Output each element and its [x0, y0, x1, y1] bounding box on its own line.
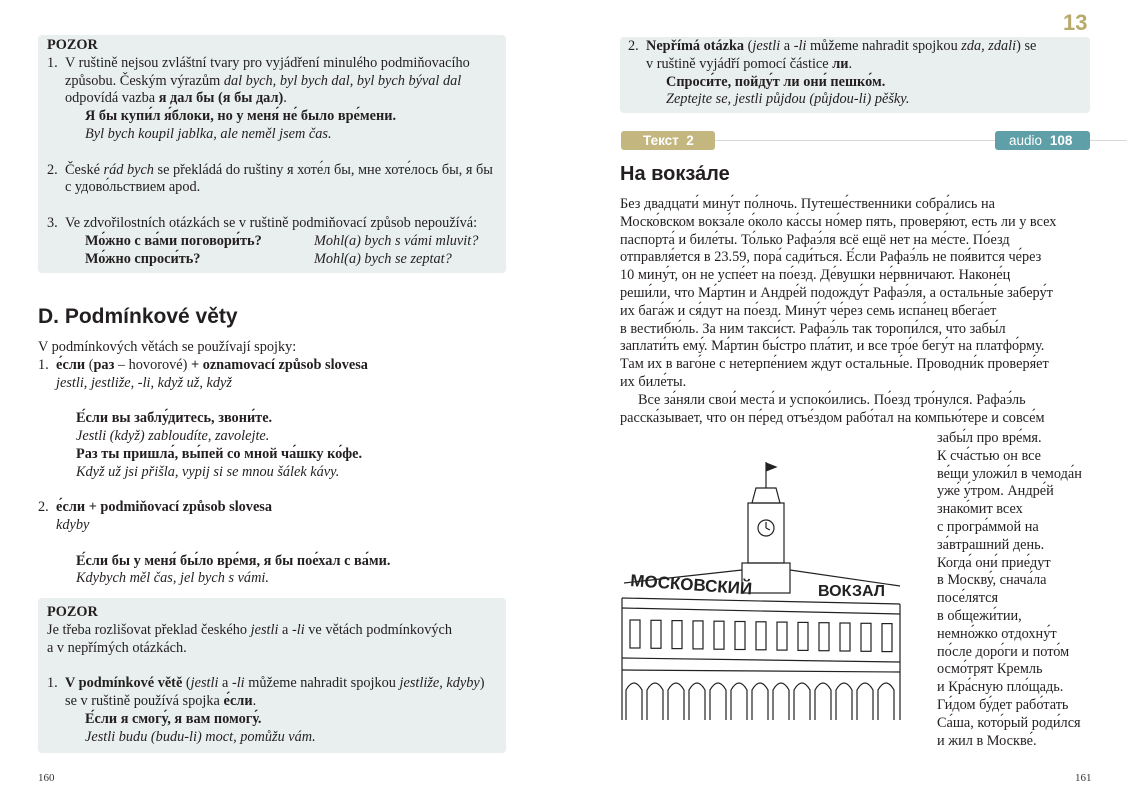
text-segment: ве́щи уложи́л в чемода́н — [937, 465, 1082, 482]
text-segment: jestli — [190, 675, 219, 692]
text-line — [38, 339, 390, 357]
arch-mark — [878, 683, 894, 720]
text-segment: V podmínkové větě — [65, 675, 183, 692]
text-line — [38, 446, 390, 464]
text-line — [937, 697, 1082, 715]
story-text — [620, 196, 1056, 427]
text-segment: dal bych, byl bych dal, byl bych býval dal — [223, 72, 462, 89]
arch-mark — [626, 683, 642, 720]
text-segment: kdyby — [446, 675, 480, 692]
text-segment: můžeme nahradit spojkou — [244, 675, 400, 692]
text-line — [937, 572, 1082, 590]
text-segment: jestli, jestliže, -li, když už, když — [56, 374, 232, 391]
window-mark — [840, 623, 850, 651]
text-segment: Byl bych koupil jablka, ale neměl jsem čas. — [85, 125, 332, 142]
arch-mark — [836, 683, 852, 720]
text-segment: odpovídá vazba — [65, 90, 159, 107]
text-segment: и Кра́сную пло́щадь. — [937, 679, 1064, 696]
example-cz: Mohl(a) bych se zeptat? — [314, 250, 452, 267]
text-line — [628, 38, 1036, 56]
blank-line — [47, 657, 485, 675]
text-line — [620, 374, 1056, 392]
arch-mark — [773, 683, 789, 720]
text-line — [937, 661, 1082, 679]
window-mark — [735, 622, 745, 650]
example-cz: Mohl(a) bych s vámi mluvit? — [314, 232, 479, 249]
station-illustration — [618, 458, 903, 728]
example-ru: Мо́жно спроси́ть? — [85, 250, 201, 267]
text-segment: расска́зывает, что он пе́ред отъе́здом рабо́тал на компью́тере и совсе́м — [620, 409, 1045, 426]
text-segment: и жил в Москве́. — [937, 732, 1037, 749]
text-segment: způsobu. Českým výrazům — [65, 72, 224, 89]
text-line — [937, 448, 1082, 466]
text-segment: в вестибю́ль. За ним такси́ст. Рафаэ́ль так торопи́лся, что забы́л — [620, 320, 1006, 337]
arch-mark — [710, 683, 726, 720]
text-segment: . — [283, 90, 287, 107]
text-line — [937, 644, 1082, 662]
text-segment: в общежи́тии, — [937, 607, 1022, 624]
pozor-box-2 — [38, 598, 506, 753]
example-ru: Мо́жно с ва́ми поговори́ть? — [85, 232, 262, 249]
text-segment: Jestli budu (budu-li) moct, pomůžu vám. — [85, 728, 316, 745]
text-segment: отправля́ется в 23.59, пора́ сади́ться. Е́сли Рафаэ́ль не поя́вится че́рез — [620, 249, 1042, 266]
text-segment: ( — [182, 675, 191, 692]
text-segment: Са́ша, кото́рый роди́лся — [937, 714, 1081, 731]
section-heading: D. Podmínkové věty — [38, 305, 238, 328]
window-mark — [756, 622, 766, 650]
pozor-box-3 — [620, 37, 1090, 113]
text-line — [47, 640, 485, 658]
text-line — [937, 519, 1082, 537]
text-segment: -li — [231, 675, 245, 692]
text-line — [620, 285, 1056, 303]
arch-mark — [731, 683, 747, 720]
text-line — [47, 108, 493, 126]
text-line — [937, 590, 1082, 608]
window-mark — [861, 623, 871, 651]
text-segment: К сча́стью он все — [937, 447, 1041, 464]
text-line — [937, 733, 1082, 751]
text-segment: V podmínkových větách se používají spojky: — [38, 339, 297, 355]
text-segment: Jestli (když) zabloudíte, zavolejte. — [76, 427, 270, 444]
text-segment: Kdybych měl čas, jel bych s vámi. — [76, 570, 269, 587]
text-segment: осмо́трят Кремль — [937, 661, 1043, 678]
sign-left: МОСКОВСКИЙ — [629, 571, 753, 599]
text-segment: . — [252, 692, 257, 709]
text-segment: Моско́вском вокза́ле о́коло ка́ссы но́мер пять, проверя́ют, есть ли у всех — [620, 213, 1057, 230]
text-segment: v ruštině vyjádří pomocí částice — [646, 55, 833, 72]
page-number-right: 161 — [1075, 772, 1092, 784]
text-line — [937, 555, 1082, 573]
text-line — [38, 357, 390, 375]
text-segment: е́сли — [223, 692, 253, 709]
blank-line — [47, 197, 493, 215]
text-segment: ) — [479, 675, 485, 692]
window-mark — [651, 620, 661, 648]
sign-right: ВОКЗАЛ — [818, 583, 885, 600]
section-d-text — [38, 339, 390, 588]
text-line — [38, 410, 390, 428]
chapter-number: 13 — [1063, 10, 1088, 35]
text-line — [628, 91, 1036, 109]
text-segment: посе́лятся — [937, 590, 999, 607]
text-line — [937, 483, 1082, 501]
text-segment: a — [218, 675, 232, 692]
window-mark — [672, 621, 682, 649]
text-line — [47, 162, 493, 180]
text-segment: a v nepřímých otázkách. — [47, 639, 187, 656]
pozor-box-1 — [38, 35, 506, 273]
text-segment: Я бы купи́л я́блоки, но у меня́ не́ было вре́мени. — [85, 108, 397, 125]
text-segment: jestli — [250, 621, 279, 638]
text-line — [38, 375, 390, 393]
text-line — [620, 303, 1056, 321]
text-segment: за́втрашний день. — [937, 536, 1045, 553]
audio-label: audio — [1009, 133, 1043, 148]
arch-mark — [794, 683, 810, 720]
text-line — [47, 126, 493, 144]
text-line — [47, 675, 485, 693]
text-segment: немно́жко отдохну́т — [937, 625, 1057, 642]
text-segment: se v ruštině používá spojka — [65, 692, 224, 709]
text-line — [620, 196, 1056, 214]
text-heading: На вокза́ле — [620, 163, 730, 185]
text-line — [47, 622, 485, 640]
audio-tag[interactable] — [995, 131, 1090, 150]
text-segment: уже́ у́тром. Андре́й — [937, 483, 1054, 500]
window-mark — [819, 623, 829, 651]
text-segment: Е́сли вы заблу́дитесь, звони́те. — [76, 410, 273, 427]
arch-mark — [647, 683, 663, 720]
arch-mark — [752, 683, 768, 720]
text-line — [937, 430, 1082, 448]
text-segment: Раз ты пришла́, вы́пей со мной ча́шку ко́фе. — [76, 445, 363, 462]
text-line — [937, 501, 1082, 519]
text-line — [937, 626, 1082, 644]
window-mark — [777, 622, 787, 650]
text-segment: Zeptejte se, jestli půjdou (půjdou-li) pěšky. — [666, 91, 910, 108]
text-line — [38, 570, 390, 588]
text-segment: -li — [793, 38, 807, 54]
text-segment: е́сли — [56, 356, 86, 373]
text-line — [47, 179, 493, 197]
text-segment: раз — [93, 356, 115, 373]
text-segment: паспорта́ и биле́ты. То́лько Рафаэ́ля всё ещё нет на ме́сте. По́езд — [620, 231, 1010, 248]
text-segment: ( — [744, 38, 753, 54]
text-segment: я дал бы (я бы дал) — [158, 90, 284, 107]
text-segment: kdyby — [56, 516, 90, 533]
text-line — [38, 428, 390, 446]
blank-line — [47, 144, 493, 162]
text-line — [620, 267, 1056, 285]
text-line — [38, 464, 390, 482]
window-mark — [630, 620, 640, 648]
text-segment: zda, zdali — [961, 38, 1017, 54]
text-line — [620, 338, 1056, 356]
blank-line — [38, 392, 390, 410]
text-segment: jestliže — [399, 675, 440, 692]
text-segment: Там их в ваго́не с нетерпе́нием ждут остальны́е. Проводни́к проверя́ет — [620, 356, 1049, 373]
text-segment: . — [848, 55, 853, 72]
text-segment: их биле́ты. — [620, 373, 687, 390]
text-line — [47, 90, 493, 108]
pozor-title: POZOR — [47, 37, 98, 53]
text-tag-label: Текст 2 — [643, 133, 694, 148]
text-segment: Спроси́те, пойду́т ли они́ пешко́м. — [666, 73, 886, 90]
arch-mark — [857, 683, 873, 720]
pozor-1-text — [47, 55, 493, 233]
text-segment: se překládá do ruštiny я хоте́л бы, мне хоте́лось бы, я бы — [153, 161, 493, 178]
text-segment: + oznamovací způsob slovesa — [190, 356, 368, 373]
text-segment: ( — [85, 356, 94, 373]
text-line — [620, 214, 1056, 232]
text-line — [620, 410, 1056, 428]
text-segment: их бага́ж и ся́дут на по́езд. Мину́т че́рез семь испа́нец вбега́ет — [620, 302, 997, 319]
text-line — [47, 73, 493, 91]
list-number: 2. — [47, 161, 58, 178]
arch-mark — [689, 683, 705, 720]
arch-mark — [815, 683, 831, 720]
text-segment: в Москву́, снача́ла — [937, 572, 1047, 589]
text-segment: jestli — [752, 38, 781, 54]
text-line — [47, 215, 493, 233]
text-segment: Ги́дом бу́дет рабо́тать — [937, 696, 1069, 713]
text-line — [47, 729, 485, 747]
arch-mark — [668, 683, 684, 720]
text-line — [937, 679, 1082, 697]
list-number: 2. — [38, 499, 49, 516]
text-line — [38, 553, 390, 571]
text-segment: ve větách podmínkových — [304, 621, 452, 638]
text-line — [628, 74, 1036, 92]
text-line — [937, 466, 1082, 484]
list-number: 2. — [628, 38, 639, 54]
text-line — [620, 392, 1056, 410]
text-segment: с програ́ммой на — [937, 518, 1039, 535]
text-segment: a — [780, 38, 794, 54]
story-column-text — [937, 430, 1082, 750]
example-row — [47, 233, 493, 251]
text-line — [628, 56, 1036, 74]
text-segment: ли — [832, 55, 849, 72]
window-mark — [882, 624, 892, 652]
text-segment: – hovorové) — [114, 356, 191, 373]
list-number: 3. — [47, 214, 58, 231]
text-segment: Все за́няли свои́ места́ и успоко́ились. По́езд тро́нулся. Рафаэ́ль — [638, 391, 1026, 408]
text-segment: заплати́ть ему́. Ма́ртин бы́стро пла́тит, и все тро́е бегу́т на платфо́рму. — [620, 338, 1045, 355]
text-line — [620, 249, 1056, 267]
text-segment: rád bych — [103, 161, 154, 178]
text-line — [937, 608, 1082, 626]
text-segment: V ruštině nejsou zvláštní tvary pro vyjádření minulého podmiňovacího — [65, 54, 470, 71]
text-line — [38, 499, 390, 517]
text-segment: по́сле доро́ги и пото́м — [937, 643, 1070, 660]
text-segment: a — [278, 621, 292, 638]
page-number-left: 160 — [38, 772, 55, 784]
list-number: 1. — [47, 54, 58, 71]
text-line — [620, 232, 1056, 250]
text-segment: знако́мит всех — [937, 501, 1023, 518]
blank-line — [38, 535, 390, 553]
text-segment: с удово́льствием apod. — [65, 179, 201, 196]
list-number: 1. — [38, 356, 49, 373]
text-segment: ) se — [1016, 38, 1037, 54]
audio-number: 108 — [1049, 133, 1073, 148]
text-segment: е́сли + podmiňovací způsob slovesa — [56, 499, 273, 516]
list-number: 1. — [47, 675, 58, 692]
example-row — [47, 251, 493, 269]
text-segment: , — [439, 675, 447, 692]
text-line — [47, 55, 493, 73]
text-segment: České — [65, 161, 104, 178]
pozor-title: POZOR — [47, 604, 98, 620]
text-segment: Е́сли я смогу́, я вам помогу́. — [85, 710, 262, 727]
text-segment: Když už jsi přišla, vypij si se mnou šálek kávy. — [76, 463, 340, 480]
window-mark — [714, 621, 724, 649]
text-line — [620, 356, 1056, 374]
text-line — [38, 517, 390, 535]
text-segment: Nepřímá otázka — [646, 38, 745, 54]
text-segment: реши́ли, что Ма́ртин и Андре́й подожду́т Рафаэ́ля, а остальны́е заберу́т — [620, 284, 1053, 301]
window-mark — [798, 622, 808, 650]
text-segment: -li — [291, 621, 305, 638]
text-segment: Когда́ они́ прие́дут — [937, 554, 1051, 571]
text-segment: Е́сли бы у меня́ бы́ло вре́мя, я бы пое́хал с ва́ми. — [76, 552, 391, 569]
text-tag — [621, 131, 715, 150]
text-segment: 10 мину́т, он не успе́ет на по́езд. Де́вушки не́рвничают. Наконе́ц — [620, 267, 1011, 284]
text-line — [937, 715, 1082, 733]
text-segment: Ve zdvořilostních otázkách se v ruštině podmiňovací způsob nepoužívá: — [65, 214, 478, 231]
text-line — [47, 711, 485, 729]
text-line — [620, 321, 1056, 339]
text-segment: Без двадцати́ мину́т по́лночь. Путеше́ственники собра́лись на — [620, 196, 995, 212]
pozor-2-text — [47, 622, 485, 747]
blank-line — [38, 481, 390, 499]
text-segment: Je třeba rozlišovat překlad českého — [47, 621, 251, 638]
text-line — [47, 693, 485, 711]
window-mark — [693, 621, 703, 649]
text-line — [937, 537, 1082, 555]
text-segment: забы́л про вре́мя. — [937, 430, 1042, 446]
text-segment: můžeme nahradit spojkou — [806, 38, 962, 54]
